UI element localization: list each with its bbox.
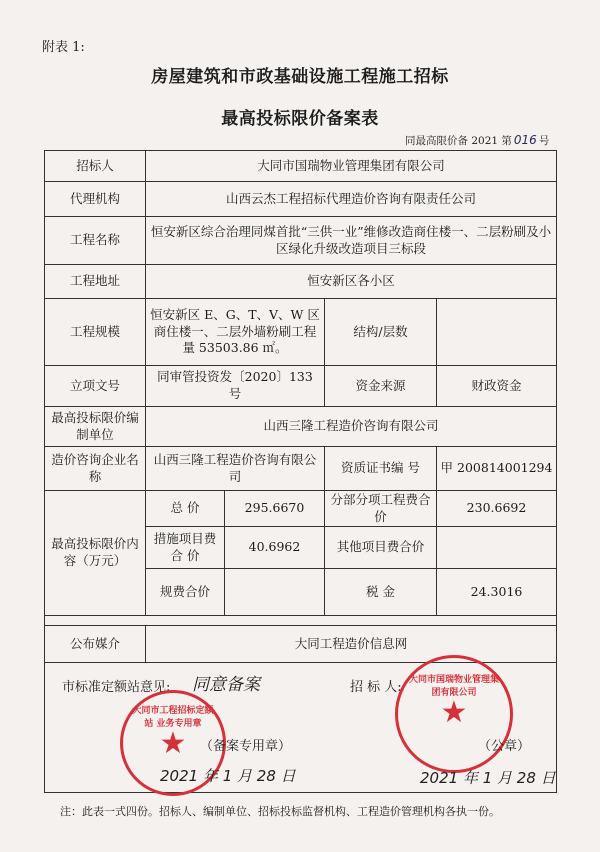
- opinion-handwritten: 同意备案: [192, 675, 260, 695]
- compiler-value: 山西三隆工程造价咨询有限公司: [146, 407, 557, 447]
- tax-label: 税 金: [325, 569, 437, 616]
- table-row: [45, 626, 557, 663]
- doc-no-prefix: 同最高限价备 2021 第: [405, 135, 512, 147]
- page-subtitle: 最高投标限价备案表: [221, 109, 379, 129]
- project-name-value: 恒安新区综合治理同煤首批“三供一业”维修改造商住楼一、二层粉刷及小区绿化升级改造项目三标段: [146, 217, 557, 265]
- location-label: 工程地址: [45, 265, 146, 299]
- opinion-label: 市标准定额站意见:: [62, 680, 171, 695]
- footnote: 注：此表一式四份。招标人、编制单位、招标投标监督机构、工程造价管理机构各执一份。: [60, 805, 500, 818]
- table-row: [45, 182, 557, 217]
- star-icon: ★: [440, 695, 468, 730]
- date-right: 2021 年 1 月 28 日: [420, 769, 556, 787]
- total-label: 总 价: [146, 491, 225, 527]
- tenderer-value: 大同市国瑞物业管理集团有限公司: [146, 151, 557, 182]
- fee-value: [225, 569, 325, 616]
- table-row: [45, 265, 557, 299]
- doc-no-handwritten: 016: [513, 133, 537, 147]
- table-row: [45, 447, 557, 491]
- page-title: 房屋建筑和市政基础设施工程施工招标: [151, 67, 449, 87]
- other-label: 其他项目费合价: [325, 527, 437, 569]
- location-value: 恒安新区各小区: [146, 265, 557, 299]
- fund-label: 资金来源: [325, 366, 437, 407]
- table-row: [45, 151, 557, 182]
- consult-value: 山西三隆工程造价咨询有限公司: [146, 447, 325, 491]
- left-stamp-text: 大同市工程招标定额站 业务专用章: [132, 706, 214, 729]
- agency-label: 代理机构: [45, 182, 146, 217]
- scale-label: 工程规模: [45, 299, 146, 366]
- tenderer-label: 招标人: [45, 151, 146, 182]
- seal-left-label: （备案专用章）: [200, 739, 292, 754]
- star-icon: ★: [159, 726, 187, 761]
- date-left: 2021 年 1 月 28 日: [160, 767, 296, 785]
- measure-value: 40.6962: [225, 527, 325, 569]
- fee-label: 规费合价: [146, 569, 225, 616]
- table-row-spacer: [45, 616, 557, 626]
- table-row: [45, 491, 557, 527]
- approval-label: 立项文号: [45, 366, 146, 407]
- cert-label: 资质证书编 号: [325, 447, 437, 491]
- right-stamp: [395, 655, 513, 773]
- doc-no-suffix: 号: [538, 135, 550, 147]
- right-stamp-text: 大同市国瑞物业管理集团有限公司: [408, 675, 499, 698]
- content-label: 最高投标限价内容（万元）: [45, 491, 146, 616]
- approval-value: 同审管投资发〔2020〕133 号: [146, 366, 325, 407]
- tax-value: 24.3016: [437, 569, 557, 616]
- subitem-value: 230.6692: [437, 491, 557, 527]
- agency-value: 山西云杰工程招标代理造价咨询有限责任公司: [146, 182, 557, 217]
- seal-right-label: （公章）: [478, 739, 531, 754]
- document-number: [405, 133, 549, 148]
- table-row: [45, 366, 557, 407]
- table-row: [45, 299, 557, 366]
- other-value: [437, 527, 557, 569]
- tenderer-sign-label: 招 标 人:: [350, 680, 402, 695]
- compiler-label: 最高投标限价编制单位: [45, 407, 146, 447]
- publish-value: 大同工程造价信息网: [146, 626, 557, 663]
- annex-label: 附表 1:: [42, 40, 85, 55]
- consult-label: 造价咨询企业名称: [45, 447, 146, 491]
- structure-label: 结构/层数: [325, 299, 437, 366]
- publish-label: 公布媒介: [45, 626, 146, 663]
- table-row: [45, 217, 557, 265]
- measure-label: 措施项目费合 价: [146, 527, 225, 569]
- cert-value: 甲 200814001294: [437, 447, 557, 491]
- scale-value: 恒安新区 E、G、T、V、W 区商住楼一、二层外墙粉刷工程量 53503.86 ㎡。: [146, 299, 325, 366]
- fund-value: 财政资金: [437, 366, 557, 407]
- table-row: [45, 407, 557, 447]
- structure-value: [437, 299, 557, 366]
- project-name-label: 工程名称: [45, 217, 146, 265]
- spacer-cell: [45, 616, 557, 626]
- subitem-label: 分部分项工程费合价: [325, 491, 437, 527]
- total-value: 295.6670: [225, 491, 325, 527]
